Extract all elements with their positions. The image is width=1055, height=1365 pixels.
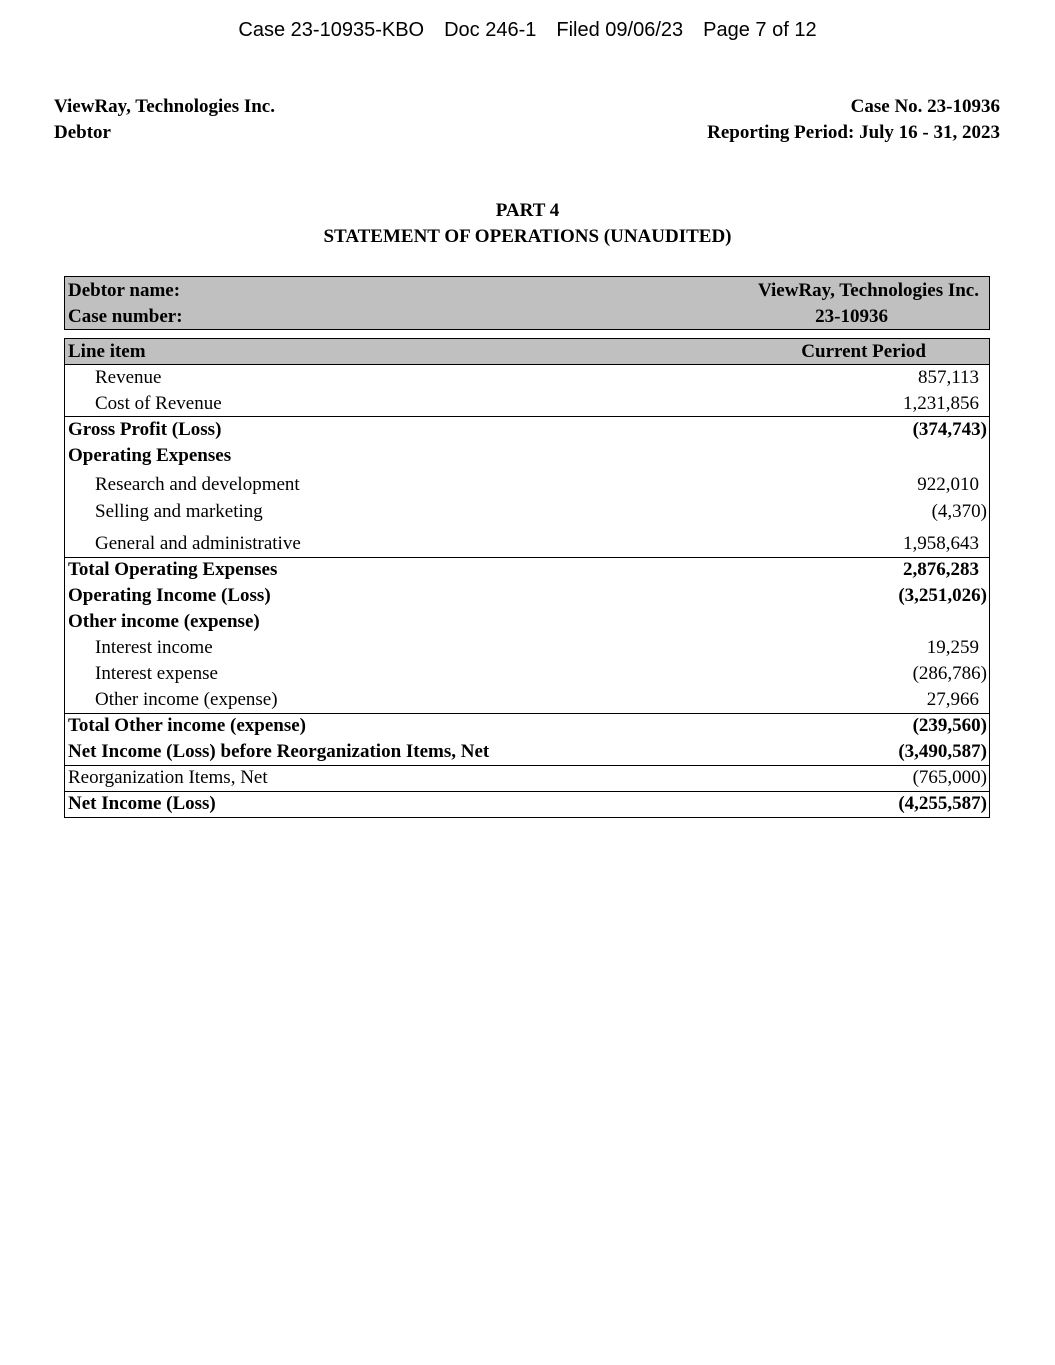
table-row bbox=[65, 765, 989, 791]
row-value: (374,743) bbox=[912, 419, 987, 440]
row-value: 27,966 bbox=[926, 689, 979, 710]
row-value: (4,370) bbox=[931, 501, 987, 522]
debtor-name: ViewRay, Technologies Inc. bbox=[54, 96, 275, 117]
row-value: 857,113 bbox=[917, 367, 979, 388]
row-value: (3,490,587) bbox=[898, 741, 987, 762]
stamp-page: Page 7 of 12 bbox=[703, 19, 817, 41]
page-title bbox=[0, 198, 1055, 250]
row-label: Other income (expense) bbox=[95, 689, 278, 710]
row-label: Interest income bbox=[95, 637, 213, 658]
row-label: Interest expense bbox=[95, 663, 218, 684]
stamp-doc: Doc 246-1 bbox=[444, 19, 537, 41]
case-number: Case No. 23-10936 bbox=[850, 96, 1000, 117]
row-label: General and administrative bbox=[95, 533, 301, 554]
row-label: Total Operating Expenses bbox=[68, 559, 278, 580]
table-row bbox=[65, 713, 989, 739]
table-row bbox=[65, 365, 989, 391]
debtor-name-row bbox=[68, 278, 979, 304]
reporting-period: Reporting Period: July 16 - 31, 2023 bbox=[707, 122, 1000, 143]
case-number-row bbox=[68, 304, 979, 330]
table-row bbox=[65, 391, 989, 417]
table-row bbox=[65, 687, 989, 713]
col-line-item: Line item bbox=[68, 341, 146, 362]
case-number-value: 23-10936 bbox=[815, 306, 888, 327]
debtor-name-value: ViewRay, Technologies Inc. bbox=[758, 280, 979, 301]
case-header bbox=[707, 94, 1000, 146]
court-filing-stamp bbox=[0, 19, 1055, 42]
row-label: Research and development bbox=[95, 474, 300, 495]
row-label: Operating Income (Loss) bbox=[68, 585, 271, 606]
case-number-label: Case number: bbox=[68, 306, 183, 327]
table-header bbox=[65, 339, 989, 365]
part-label: PART 4 bbox=[495, 200, 560, 221]
table-row bbox=[65, 443, 989, 469]
row-label: Selling and marketing bbox=[95, 501, 263, 522]
row-value: 1,958,643 bbox=[903, 533, 979, 554]
row-label: Other income (expense) bbox=[68, 611, 260, 632]
debtor-info-box bbox=[64, 276, 990, 330]
table-row bbox=[65, 583, 989, 609]
row-value: (4,255,587) bbox=[898, 793, 987, 814]
row-value: 922,010 bbox=[917, 474, 979, 495]
table-row bbox=[65, 739, 989, 765]
row-value: 2,876,283 bbox=[903, 559, 979, 580]
table-row bbox=[65, 531, 989, 557]
row-value: (286,786) bbox=[912, 663, 987, 684]
debtor-header bbox=[54, 94, 275, 146]
table-row bbox=[65, 417, 989, 443]
row-label: Operating Expenses bbox=[68, 445, 232, 466]
table-row bbox=[65, 557, 989, 583]
debtor-label: Debtor bbox=[54, 122, 111, 143]
row-value: 1,231,856 bbox=[903, 393, 979, 414]
row-label: Total Other income (expense) bbox=[68, 715, 307, 736]
row-value: (765,000) bbox=[912, 767, 987, 788]
table-row bbox=[65, 499, 989, 525]
row-value: (3,251,026) bbox=[898, 585, 987, 606]
row-label: Revenue bbox=[95, 367, 162, 388]
row-label: Net Income (Loss) before Reorganization Items, Net bbox=[68, 741, 490, 762]
row-label: Reorganization Items, Net bbox=[68, 767, 268, 788]
table-row bbox=[65, 791, 989, 817]
table-row bbox=[65, 472, 989, 498]
col-current-period: Current Period bbox=[801, 341, 926, 362]
table-row bbox=[65, 635, 989, 661]
statement-of-operations-table bbox=[64, 338, 990, 818]
row-label: Cost of Revenue bbox=[95, 393, 222, 414]
stamp-case: Case 23-10935-KBO bbox=[238, 19, 425, 41]
row-label: Gross Profit (Loss) bbox=[68, 419, 222, 440]
debtor-name-label: Debtor name: bbox=[68, 280, 181, 301]
row-value: 19,259 bbox=[926, 637, 979, 658]
row-label: Net Income (Loss) bbox=[68, 793, 216, 814]
row-value: (239,560) bbox=[912, 715, 987, 736]
statement-title: STATEMENT OF OPERATIONS (UNAUDITED) bbox=[323, 226, 732, 247]
table-row bbox=[65, 609, 989, 635]
stamp-filed: Filed 09/06/23 bbox=[556, 19, 684, 41]
table-row bbox=[65, 661, 989, 687]
